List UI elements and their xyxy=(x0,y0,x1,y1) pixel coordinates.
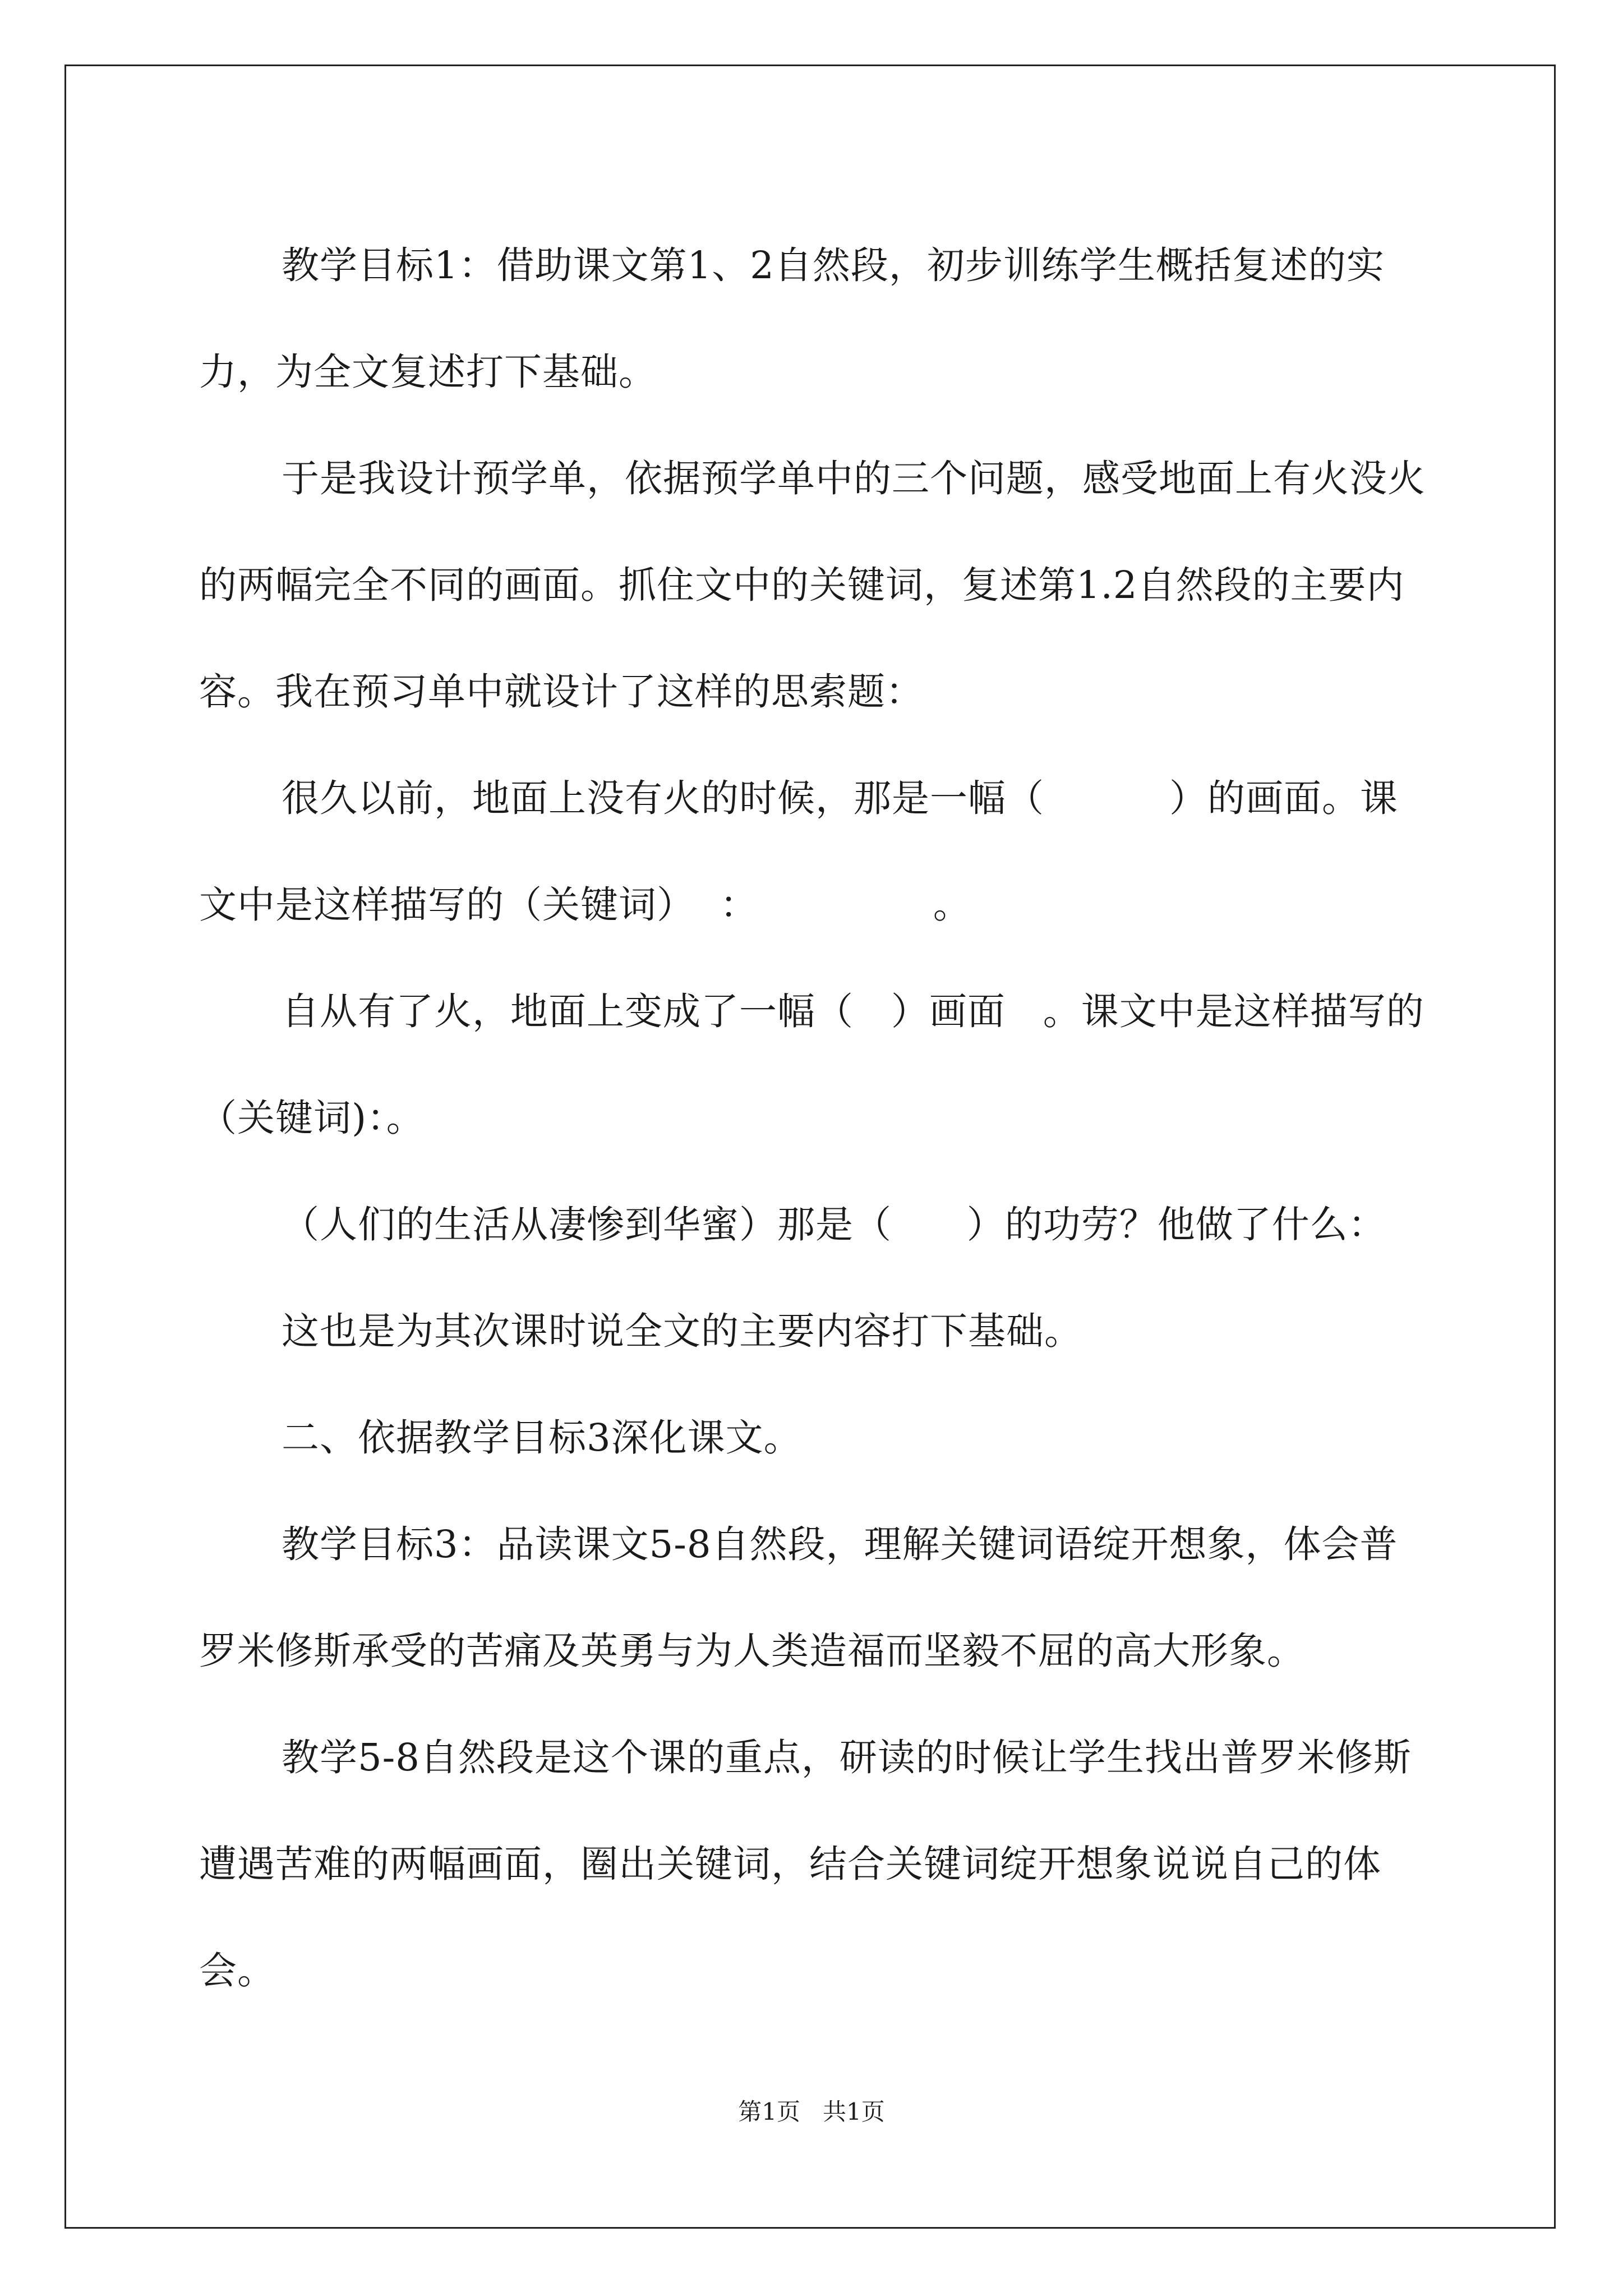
paragraph-prestudy-sheet: 于是我设计预学单，依据预学单中的三个问题，感受地面上有火没火的两幅完全不同的画面。抓住文中的关键词，复述第1.2自然段的主要内容。我在预习单中就设计了这样的思索题： xyxy=(199,457,1426,714)
page-footer: 第1页 共1页 xyxy=(738,2098,885,2125)
paragraph-question-before-fire: 很久以前，地面上没有火的时候，那是一幅（ ）的画面。课文中是这样描写的（关键词） ： 。 xyxy=(199,776,1398,927)
paragraph-section-two: 二、依据教学目标3深化课文。 xyxy=(282,1416,802,1460)
paragraph-teaching-5-8: 教学5-8自然段是这个课的重点，研读的时候让学生找出普罗米修斯遭遇苦难的两幅画面，圈出关键词，结合关键词绽开想象说说自己的体会。 xyxy=(199,1736,1412,1993)
paragraph-goal-3: 教学目标3：品读课文5-8自然段，理解关键词语绽开想象，体会普罗米修斯承受的苦痛及英勇与为人类造福而坚毅不屈的高大形象。 xyxy=(199,1522,1398,1673)
paragraph-question-credit: （人们的生活从凄惨到华蜜）那是（ ）的功劳？他做了什么： xyxy=(282,1203,1386,1246)
paragraph-goal-1: 教学目标1：借助课文第1、2自然段，初步训练学生概括复述的实力，为全文复述打下基础。 xyxy=(199,243,1385,394)
paragraph-foundation: 这也是为其次课时说全文的主要内容打下基础。 xyxy=(282,1309,1082,1353)
document-body xyxy=(199,212,1433,2024)
paragraph-question-after-fire: 自从有了火，地面上变成了一幅（ ）画面 。课文中是这样描写的（关键词)：。 xyxy=(199,990,1424,1140)
